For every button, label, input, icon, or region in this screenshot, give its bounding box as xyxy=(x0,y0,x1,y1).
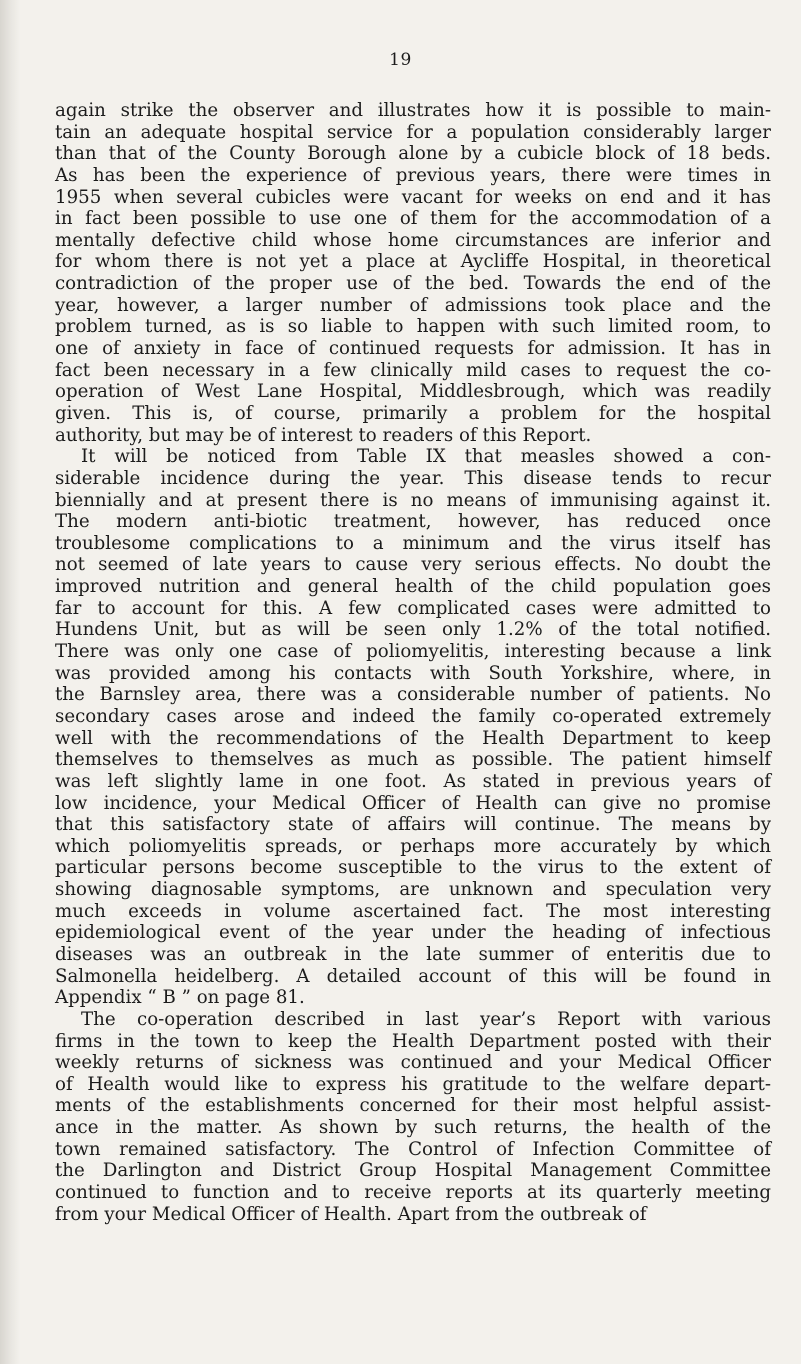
text-line: tain an adequate hospital service for a population considerably larger xyxy=(55,121,771,143)
text-line: ance in the matter. As shown by such returns, the health of the xyxy=(55,1117,771,1139)
text-line: diseases was an outbreak in the late summer of enteritis due to xyxy=(55,943,771,965)
text-line: showing diagnosable symptoms, are unknown and speculation very xyxy=(55,879,771,901)
text-line: The modern anti-biotic treatment, however, has reduced once xyxy=(55,511,771,533)
text-line: the Barnsley area, there was a considerable number of patients. No xyxy=(55,684,771,706)
paragraph xyxy=(55,100,771,446)
text-line: year, however, a larger number of admissions took place and the xyxy=(55,294,771,316)
text-line: much exceeds in volume ascertained fact. The most interesting xyxy=(55,900,771,922)
text-line: Hundens Unit, but as will be seen only 1.2% of the total notified. xyxy=(55,619,771,641)
text-line: low incidence, your Medical Officer of Health can give no promise xyxy=(55,792,771,814)
text-line: given. This is, of course, primarily a problem for the hospital xyxy=(55,402,771,424)
paragraph xyxy=(55,1009,771,1225)
text-line: which poliomyelitis spreads, or perhaps more accurately by which xyxy=(55,835,771,857)
text-line: particular persons become susceptible to the virus to the extent of xyxy=(55,857,771,879)
text-line: ments of the establishments concerned for their most helpful assist- xyxy=(55,1095,771,1117)
text-line: town remained satisfactory. The Control of Infection Committee of xyxy=(55,1138,771,1160)
text-line: than that of the County Borough alone by a cubicle block of 18 beds. xyxy=(55,143,771,165)
text-line: It will be noticed from Table IX that measles showed a con- xyxy=(81,446,771,468)
text-line: troublesome complications to a minimum and the virus itself has xyxy=(55,532,771,554)
text-line: secondary cases arose and indeed the family co-operated extremely xyxy=(55,705,771,727)
text-line: authority, but may be of interest to readers of this Report. xyxy=(55,424,592,446)
text-line: improved nutrition and general health of the child population goes xyxy=(55,576,771,598)
text-line: from your Medical Officer of Health. Apart from the outbreak of xyxy=(55,1203,647,1225)
text-line: operation of West Lane Hospital, Middlesbrough, which was readily xyxy=(55,381,771,403)
text-line: problem turned, as is so liable to happen with such limited room, to xyxy=(55,316,771,338)
text-line: The co-operation described in last year’s Report with various xyxy=(81,1008,771,1030)
text-line: was provided among his contacts with South Yorkshire, where, in xyxy=(55,662,771,684)
text-line: mentally defective child whose home circumstances are inferior and xyxy=(55,229,771,251)
text-line: weekly returns of sickness was continued and your Medical Officer xyxy=(55,1052,771,1074)
text-line: fact been necessary in a few clinically mild cases to request the co- xyxy=(55,359,771,381)
text-line: again strike the observer and illustrates how it is possible to main- xyxy=(55,100,771,121)
text-line: themselves to themselves as much as possible. The patient himself xyxy=(55,749,771,771)
text-line: biennially and at present there is no means of immunising against it. xyxy=(55,489,771,511)
text-line: for whom there is not yet a place at Aycliffe Hospital, in theoretical xyxy=(55,251,771,273)
text-line: not seemed of late years to cause very serious effects. No doubt the xyxy=(55,554,771,576)
page-edge-shadow xyxy=(0,0,20,1364)
text-line: one of anxiety in face of continued requests for admission. It has in xyxy=(55,338,771,360)
text-line: There was only one case of poliomyelitis, interesting because a link xyxy=(55,641,771,663)
text-line: firms in the town to keep the Health Department posted with their xyxy=(55,1030,771,1052)
text-line: continued to function and to receive reports at its quarterly meeting xyxy=(55,1182,771,1204)
text-line: Salmonella heidelberg. A detailed account of this will be found in xyxy=(55,965,771,987)
text-line: epidemiological event of the year under the heading of infectious xyxy=(55,922,771,944)
text-line: 1955 when several cubicles were vacant for weeks on end and it has xyxy=(55,186,771,208)
text-line: Appendix “ B ” on page 81. xyxy=(55,987,305,1009)
text-line: siderable incidence during the year. This disease tends to recur xyxy=(55,467,771,489)
text-line: was left slightly lame in one foot. As stated in previous years of xyxy=(55,770,771,792)
page-number: 19 xyxy=(389,50,412,70)
text-line: As has been the experience of previous years, there were times in xyxy=(55,164,771,186)
text-line: far to account for this. A few complicated cases were admitted to xyxy=(55,597,771,619)
text-line: the Darlington and District Group Hospital Management Committee xyxy=(55,1160,771,1182)
text-line: well with the recommendations of the Health Department to keep xyxy=(55,727,771,749)
body-text xyxy=(55,100,771,1225)
text-line: of Health would like to express his gratitude to the welfare depart- xyxy=(55,1073,771,1095)
paragraph xyxy=(55,446,771,1009)
text-line: contradiction of the proper use of the bed. Towards the end of the xyxy=(55,273,771,295)
text-line: in fact been possible to use one of them for the accommodation of a xyxy=(55,208,771,230)
text-line: that this satisfactory state of affairs will continue. The means by xyxy=(55,814,771,836)
